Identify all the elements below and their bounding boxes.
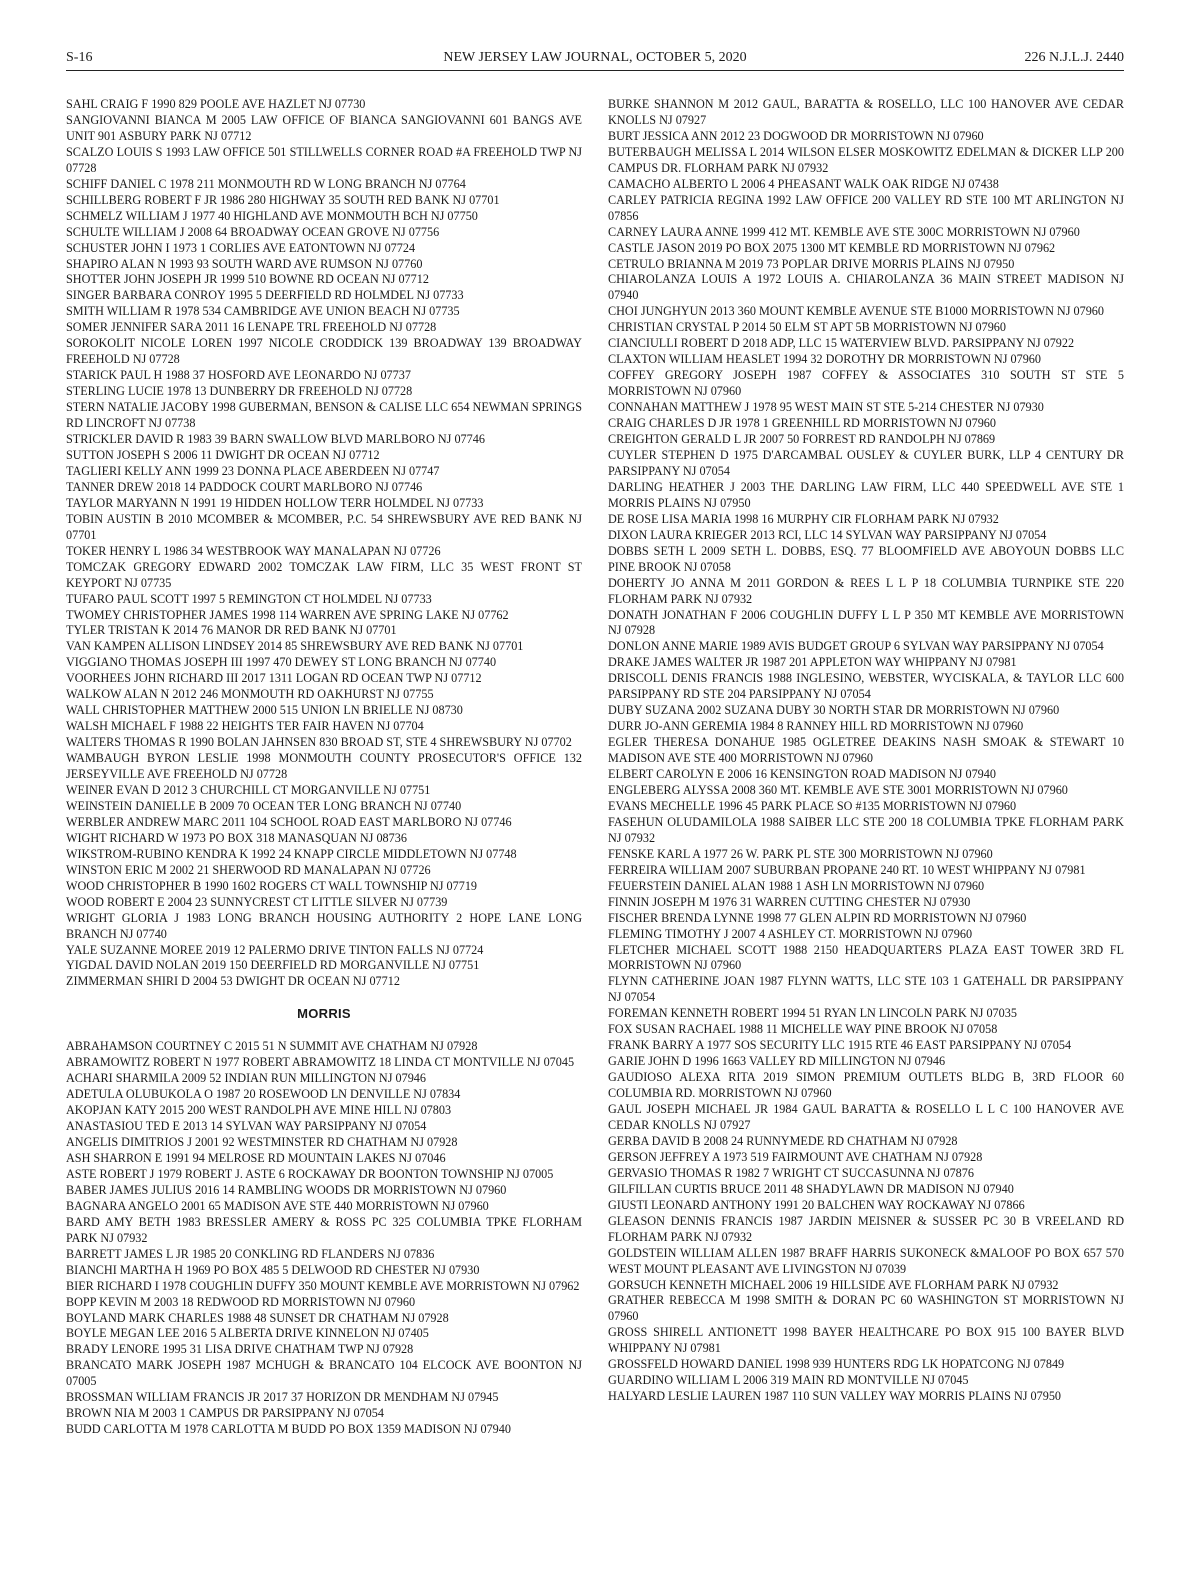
attorney-entry: BIER RICHARD I 1978 COUGHLIN DUFFY 350 MOUNT KEMBLE AVE MORRISTOWN NJ 07962 (66, 1278, 580, 1293)
attorney-entry: CIANCIULLI ROBERT D 2018 ADP, LLC 15 WATERVIEW BLVD. PARSIPPANY NJ 07922 (608, 336, 1075, 351)
attorney-entry: FASEHUN OLUDAMILOLA 1988 SAIBER LLC STE 200 18 COLUMBIA TPKE FLORHAM PARK NJ 07932 (608, 814, 1124, 845)
attorney-entry: CASTLE JASON 2019 PO BOX 2075 1300 MT KEMBLE RD MORRISTOWN NJ 07962 (608, 240, 1056, 255)
attorney-entry: CHIAROLANZA LOUIS A 1972 LOUIS A. CHIAROLANZA 36 MAIN STREET MADISON NJ 07940 (608, 272, 1124, 303)
attorney-entry: BOYLE MEGAN LEE 2016 5 ALBERTA DRIVE KINNELON NJ 07405 (66, 1326, 429, 1341)
attorney-entry: CARNEY LAURA ANNE 1999 412 MT. KEMBLE AVE STE 300C MORRISTOWN NJ 07960 (608, 224, 1080, 239)
attorney-entry: SHAPIRO ALAN N 1993 93 SOUTH WARD AVE RUMSON NJ 07760 (66, 256, 423, 271)
attorney-entry: FOREMAN KENNETH ROBERT 1994 51 RYAN LN LINCOLN PARK NJ 07035 (608, 1006, 1017, 1021)
attorney-entry: TANNER DREW 2018 14 PADDOCK COURT MARLBORO NJ 07746 (66, 479, 423, 494)
attorney-entry: SUTTON JOSEPH S 2006 11 DWIGHT DR OCEAN NJ 07712 (66, 447, 380, 462)
attorney-entry: BROSSMAN WILLIAM FRANCIS JR 2017 37 HORIZON DR MENDHAM NJ 07945 (66, 1390, 499, 1405)
attorney-entry: SMITH WILLIAM R 1978 534 CAMBRIDGE AVE UNION BEACH NJ 07735 (66, 304, 460, 319)
attorney-entry: GIUSTI LEONARD ANTHONY 1991 20 BALCHEN WAY ROCKAWAY NJ 07866 (608, 1197, 1025, 1212)
attorney-entry: TAYLOR MARYANN N 1991 19 HIDDEN HOLLOW TERR HOLMDEL NJ 07733 (66, 495, 484, 510)
attorney-entry: FLYNN CATHERINE JOAN 1987 FLYNN WATTS, LLC STE 103 1 GATEHALL DR PARSIPPANY NJ 07054 (608, 974, 1124, 1005)
attorney-entry: BUDD CARLOTTA M 1978 CARLOTTA M BUDD PO BOX 1359 MADISON NJ 07940 (66, 1422, 511, 1437)
attorney-entry: ANGELIS DIMITRIOS J 2001 92 WESTMINSTER RD CHATHAM NJ 07928 (66, 1135, 458, 1150)
attorney-entry: SANGIOVANNI BIANCA M 2005 LAW OFFICE OF BIANCA SANGIOVANNI 601 BANGS AVE UNIT 901 ASBURY PARK NJ 07712 (66, 112, 582, 143)
attorney-entry: ZIMMERMAN SHIRI D 2004 53 DWIGHT DR OCEAN NJ 07712 (66, 974, 400, 989)
attorney-entry: WALTERS THOMAS R 1990 BOLAN JAHNSEN 830 BROAD ST, STE 4 SHREWSBURY NJ 07702 (66, 735, 572, 750)
attorney-entry: WIKSTROM-RUBINO KENDRA K 1992 24 KNAPP CIRCLE MIDDLETOWN NJ 07748 (66, 846, 517, 861)
attorney-entry: CRAIG CHARLES D JR 1978 1 GREENHILL RD MORRISTOWN NJ 07960 (608, 416, 996, 431)
attorney-entry: TUFARO PAUL SCOTT 1997 5 REMINGTON CT HOLMDEL NJ 07733 (66, 591, 432, 606)
attorney-entry: DOBBS SETH L 2009 SETH L. DOBBS, ESQ. 77 BLOOMFIELD AVE ABOYOUN DOBBS LLC PINE BROOK NJ 07058 (608, 543, 1124, 574)
attorney-entry: ELBERT CAROLYN E 2006 16 KENSINGTON ROAD MADISON NJ 07940 (608, 767, 996, 782)
attorney-entry: GUARDINO WILLIAM L 2006 319 MAIN RD MONTVILLE NJ 07045 (608, 1373, 969, 1388)
attorney-entry: BAGNARA ANGELO 2001 65 MADISON AVE STE 440 MORRISTOWN NJ 07960 (66, 1198, 489, 1213)
attorney-entry: ANASTASIOU TED E 2013 14 SYLVAN WAY PARSIPPANY NJ 07054 (66, 1119, 427, 1134)
attorney-entry: BURT JESSICA ANN 2012 23 DOGWOOD DR MORRISTOWN NJ 07960 (608, 128, 984, 143)
attorney-entry: FLETCHER MICHAEL SCOTT 1988 2150 HEADQUARTERS PLAZA EAST TOWER 3RD FL MORRISTOWN NJ 07960 (608, 942, 1124, 973)
attorney-entry: WEINSTEIN DANIELLE B 2009 70 OCEAN TER LONG BRANCH NJ 07740 (66, 798, 462, 813)
attorney-entry: BOPP KEVIN M 2003 18 REDWOOD RD MORRISTOWN NJ 07960 (66, 1294, 416, 1309)
attorney-entry: WERBLER ANDREW MARC 2011 104 SCHOOL ROAD EAST MARLBORO NJ 07746 (66, 814, 512, 829)
attorney-entry: TWOMEY CHRISTOPHER JAMES 1998 114 WARREN AVE SPRING LAKE NJ 07762 (66, 607, 509, 622)
attorney-entry: FERREIRA WILLIAM 2007 SUBURBAN PROPANE 240 RT. 10 WEST WHIPPANY NJ 07981 (608, 862, 1086, 877)
attorney-entry: STERN NATALIE JACOBY 1998 GUBERMAN, BENSON & CALISE LLC 654 NEWMAN SPRINGS RD LINCROFT NJ 07738 (66, 400, 582, 431)
attorney-entry: SCHUSTER JOHN I 1973 1 CORLIES AVE EATONTOWN NJ 07724 (66, 240, 416, 255)
attorney-entry: GROSS SHIRELL ANTIONETT 1998 BAYER HEALTHCARE PO BOX 915 100 BAYER BLVD WHIPPANY NJ 07981 (608, 1325, 1124, 1356)
attorney-entry: FRANK BARRY A 1977 SOS SECURITY LLC 1915 RTE 46 EAST PARSIPPANY NJ 07054 (608, 1038, 1072, 1053)
attorney-entry: VAN KAMPEN ALLISON LINDSEY 2014 85 SHREWSBURY AVE RED BANK NJ 07701 (66, 639, 524, 654)
attorney-entry: YALE SUZANNE MOREE 2019 12 PALERMO DRIVE TINTON FALLS NJ 07724 (66, 942, 484, 957)
attorney-entry: SINGER BARBARA CONROY 1995 5 DEERFIELD RD HOLMDEL NJ 07733 (66, 288, 464, 303)
attorney-entry: FENSKE KARL A 1977 26 W. PARK PL STE 300 MORRISTOWN NJ 07960 (608, 846, 993, 861)
attorney-entry: BURKE SHANNON M 2012 GAUL, BARATTA & ROSELLO, LLC 100 HANOVER AVE CEDAR KNOLLS NJ 07927 (608, 97, 1124, 127)
attorney-entry: ASTE ROBERT J 1979 ROBERT J. ASTE 6 ROCKAWAY DR BOONTON TOWNSHIP NJ 07005 (66, 1166, 554, 1181)
attorney-entry: WOOD CHRISTOPHER B 1990 1602 ROGERS CT WALL TOWNSHIP NJ 07719 (66, 878, 478, 893)
attorney-entry: DRAKE JAMES WALTER JR 1987 201 APPLETON WAY WHIPPANY NJ 07981 (608, 655, 1017, 670)
attorney-entry: BRADY LENORE 1995 31 LISA DRIVE CHATHAM TWP NJ 07928 (66, 1342, 414, 1357)
attorney-entry: BRANCATO MARK JOSEPH 1987 MCHUGH & BRANCATO 104 ELCOCK AVE BOONTON NJ 07005 (66, 1358, 582, 1389)
journal-title: NEW JERSEY LAW JOURNAL, OCTOBER 5, 2020 (443, 50, 747, 65)
right-column (608, 97, 1124, 1405)
page-number: S-16 (66, 50, 93, 65)
attorney-entry: FEUERSTEIN DANIEL ALAN 1988 1 ASH LN MORRISTOWN NJ 07960 (608, 878, 985, 893)
attorney-entry: SCHULTE WILLIAM J 2008 64 BROADWAY OCEAN GROVE NJ 07756 (66, 224, 440, 239)
county-heading: MORRIS (297, 1006, 351, 1022)
citation: 226 N.J.L.J. 2440 (1024, 50, 1124, 65)
attorney-entry: FOX SUSAN RACHAEL 1988 11 MICHELLE WAY PINE BROOK NJ 07058 (608, 1022, 998, 1037)
attorney-entry: DARLING HEATHER J 2003 THE DARLING LAW FIRM, LLC 440 SPEEDWELL AVE STE 1 MORRIS PLAINS NJ 07950 (608, 479, 1124, 510)
morris-entries-continued (608, 97, 1124, 1405)
attorney-entry: WIGHT RICHARD W 1973 PO BOX 318 MANASQUAN NJ 08736 (66, 830, 407, 845)
attorney-entry: ABRAMOWITZ ROBERT N 1977 ROBERT ABRAMOWITZ 18 LINDA CT MONTVILLE NJ 07045 (66, 1055, 575, 1070)
attorney-entry: WALSH MICHAEL F 1988 22 HEIGHTS TER FAIR HAVEN NJ 07704 (66, 719, 424, 734)
page-header (66, 50, 1124, 71)
attorney-entry: GORSUCH KENNETH MICHAEL 2006 19 HILLSIDE AVE FLORHAM PARK NJ 07932 (608, 1277, 1059, 1292)
attorney-entry: EVANS MECHELLE 1996 45 PARK PLACE SO #135 MORRISTOWN NJ 07960 (608, 798, 1017, 813)
attorney-entry: CARLEY PATRICIA REGINA 1992 LAW OFFICE 200 VALLEY RD STE 100 MT ARLINGTON NJ 07856 (608, 192, 1124, 223)
attorney-entry: FISCHER BRENDA LYNNE 1998 77 GLEN ALPIN RD MORRISTOWN NJ 07960 (608, 910, 1027, 925)
attorney-entry: SCHIFF DANIEL C 1978 211 MONMOUTH RD W LONG BRANCH NJ 07764 (66, 176, 466, 191)
attorney-entry: AKOPJAN KATY 2015 200 WEST RANDOLPH AVE MINE HILL NJ 07803 (66, 1103, 452, 1118)
attorney-entry: SCHMELZ WILLIAM J 1977 40 HIGHLAND AVE MONMOUTH BCH NJ 07750 (66, 208, 478, 223)
attorney-entry: CUYLER STEPHEN D 1975 D'ARCAMBAL OUSLEY & CUYLER BURK, LLP 4 CENTURY DR PARSIPPANY NJ 07054 (608, 447, 1124, 478)
attorney-entry: GLEASON DENNIS FRANCIS 1987 JARDIN MEISNER & SUSSER PC 30 B VREELAND RD FLORHAM PARK NJ 07932 (608, 1213, 1124, 1244)
attorney-entry: WINSTON ERIC M 2002 21 SHERWOOD RD MANALAPAN NJ 07726 (66, 862, 431, 877)
attorney-entry: BABER JAMES JULIUS 2016 14 RAMBLING WOODS DR MORRISTOWN NJ 07960 (66, 1182, 507, 1197)
attorney-entry: DIXON LAURA KRIEGER 2013 RCI, LLC 14 SYLVAN WAY PARSIPPANY NJ 07054 (608, 527, 1047, 542)
attorney-entry: WOOD ROBERT E 2004 23 SUNNYCREST CT LITTLE SILVER NJ 07739 (66, 894, 448, 909)
attorney-entry: GERSON JEFFREY A 1973 519 FAIRMOUNT AVE CHATHAM NJ 07928 (608, 1149, 983, 1164)
attorney-entry: BUTERBAUGH MELISSA L 2014 WILSON ELSER MOSKOWITZ EDELMAN & DICKER LLP 200 CAMPUS DR. FLORHAM PARK NJ 07932 (608, 144, 1124, 175)
attorney-entry: GAUL JOSEPH MICHAEL JR 1984 GAUL BARATTA & ROSELLO L L C 100 HANOVER AVE CEDAR KNOLLS NJ 07927 (608, 1102, 1124, 1132)
attorney-entry: CLAXTON WILLIAM HEASLET 1994 32 DOROTHY DR MORRISTOWN NJ 07960 (608, 352, 1041, 367)
attorney-entry: GOLDSTEIN WILLIAM ALLEN 1987 BRAFF HARRIS SUKONECK &MALOOF PO BOX 657 570 WEST MOUNT PLEASANT AVE LIVINGSTON NJ 07039 (608, 1245, 1124, 1276)
attorney-entry: CREIGHTON GERALD L JR 2007 50 FORREST RD RANDOLPH NJ 07869 (608, 432, 996, 447)
attorney-entry: SAHL CRAIG F 1990 829 POOLE AVE HAZLET NJ 07730 (66, 97, 366, 111)
attorney-entry: BROWN NIA M 2003 1 CAMPUS DR PARSIPPANY NJ 07054 (66, 1406, 384, 1421)
attorney-entry: GRATHER REBECCA M 1998 SMITH & DORAN PC 60 WASHINGTON ST MORRISTOWN NJ 07960 (608, 1293, 1124, 1324)
attorney-entry: BARD AMY BETH 1983 BRESSLER AMERY & ROSS PC 325 COLUMBIA TPKE FLORHAM PARK NJ 07932 (66, 1214, 582, 1245)
attorney-entry: CHOI JUNGHYUN 2013 360 MOUNT KEMBLE AVENUE STE B1000 MORRISTOWN NJ 07960 (608, 304, 1104, 319)
attorney-entry: GERBA DAVID B 2008 24 RUNNYMEDE RD CHATHAM NJ 07928 (608, 1133, 958, 1148)
attorney-entry: VOORHEES JOHN RICHARD III 2017 1311 LOGAN RD OCEAN TWP NJ 07712 (66, 671, 482, 686)
attorney-entry: TOKER HENRY L 1986 34 WESTBROOK WAY MANALAPAN NJ 07726 (66, 543, 441, 558)
morris-entries (66, 1039, 582, 1438)
attorney-entry: DURR JO-ANN GEREMIA 1984 8 RANNEY HILL RD MORRISTOWN NJ 07960 (608, 719, 1024, 734)
attorney-entry: COFFEY GREGORY JOSEPH 1987 COFFEY & ASSOCIATES 310 SOUTH ST STE 5 MORRISTOWN NJ 07960 (608, 368, 1124, 399)
attorney-entry: WEINER EVAN D 2012 3 CHURCHILL CT MORGANVILLE NJ 07751 (66, 782, 431, 797)
attorney-entry: CHRISTIAN CRYSTAL P 2014 50 ELM ST APT 5B MORRISTOWN NJ 07960 (608, 320, 1006, 335)
attorney-entry: BARRETT JAMES L JR 1985 20 CONKLING RD FLANDERS NJ 07836 (66, 1246, 435, 1261)
attorney-entry: CETRULO BRIANNA M 2019 73 POPLAR DRIVE MORRIS PLAINS NJ 07950 (608, 256, 1015, 271)
left-column (66, 97, 582, 1438)
attorney-entry: GROSSFELD HOWARD DANIEL 1998 939 HUNTERS RDG LK HOPATCONG NJ 07849 (608, 1357, 1065, 1372)
attorney-entry: DONATH JONATHAN F 2006 COUGHLIN DUFFY L L P 350 MT KEMBLE AVE MORRISTOWN NJ 07928 (608, 607, 1124, 638)
attorney-entry: FINNIN JOSEPH M 1976 31 WARREN CUTTING CHESTER NJ 07930 (608, 894, 971, 909)
attorney-entry: STRICKLER DAVID R 1983 39 BARN SWALLOW BLVD MARLBORO NJ 07746 (66, 432, 485, 447)
attorney-entry: DRISCOLL DENIS FRANCIS 1988 INGLESINO, WEBSTER, WYCISKALA, & TAYLOR LLC 600 PARSIPPANY RD STE 204 PARSIPPANY NJ 07054 (608, 671, 1124, 702)
attorney-entry: WALL CHRISTOPHER MATTHEW 2000 515 UNION LN BRIELLE NJ 08730 (66, 703, 463, 718)
attorney-entry: SCALZO LOUIS S 1993 LAW OFFICE 501 STILLWELLS CORNER ROAD #A FREEHOLD TWP NJ 07728 (66, 144, 582, 175)
attorney-entry: STERLING LUCIE 1978 13 DUNBERRY DR FREEHOLD NJ 07728 (66, 384, 413, 399)
attorney-entry: BOYLAND MARK CHARLES 1988 48 SUNSET DR CHATHAM NJ 07928 (66, 1310, 449, 1325)
attorney-entry: EGLER THERESA DONAHUE 1985 OGLETREE DEAKINS NASH SMOAK & STEWART 10 MADISON AVE STE 400 MORRISTOWN NJ 07960 (608, 735, 1124, 766)
attorney-entry: TOMCZAK GREGORY EDWARD 2002 TOMCZAK LAW FIRM, LLC 35 WEST FRONT ST KEYPORT NJ 07735 (66, 559, 582, 590)
attorney-entry: WAMBAUGH BYRON LESLIE 1998 MONMOUTH COUNTY PROSECUTOR'S OFFICE 132 JERSEYVILLE AVE FREEHOLD NJ 07728 (66, 751, 582, 782)
attorney-entry: SHOTTER JOHN JOSEPH JR 1999 510 BOWNE RD OCEAN NJ 07712 (66, 272, 429, 287)
attorney-entry: ADETULA OLUBUKOLA O 1987 20 ROSEWOOD LN DENVILLE NJ 07834 (66, 1087, 461, 1102)
attorney-entry: GARIE JOHN D 1996 1663 VALLEY RD MILLINGTON NJ 07946 (608, 1054, 946, 1069)
attorney-entry: TAGLIERI KELLY ANN 1999 23 DONNA PLACE ABERDEEN NJ 07747 (66, 463, 440, 478)
attorney-entry: SOMER JENNIFER SARA 2011 16 LENAPE TRL FREEHOLD NJ 07728 (66, 320, 437, 335)
attorney-entry: HALYARD LESLIE LAUREN 1987 110 SUN VALLEY WAY MORRIS PLAINS NJ 07950 (608, 1389, 1062, 1404)
attorney-entry: GERVASIO THOMAS R 1982 7 WRIGHT CT SUCCASUNNA NJ 07876 (608, 1165, 974, 1180)
attorney-entry: SOROKOLIT NICOLE LOREN 1997 NICOLE CRODDICK 139 BROADWAY 139 BROADWAY FREEHOLD NJ 07728 (66, 336, 582, 367)
attorney-entry: TOBIN AUSTIN B 2010 MCOMBER & MCOMBER, P.C. 54 SHREWSBURY AVE RED BANK NJ 07701 (66, 511, 582, 542)
attorney-entry: DUBY SUZANA 2002 SUZANA DUBY 30 NORTH STAR DR MORRISTOWN NJ 07960 (608, 703, 1060, 718)
attorney-entry: WRIGHT GLORIA J 1983 LONG BRANCH HOUSING AUTHORITY 2 HOPE LANE LONG BRANCH NJ 07740 (66, 910, 582, 941)
attorney-entry: WALKOW ALAN N 2012 246 MONMOUTH RD OAKHURST NJ 07755 (66, 687, 434, 702)
attorney-entry: STARICK PAUL H 1988 37 HOSFORD AVE LEONARDO NJ 07737 (66, 368, 411, 383)
attorney-entry: DOHERTY JO ANNA M 2011 GORDON & REES L L P 18 COLUMBIA TURNPIKE STE 220 FLORHAM PARK NJ 07932 (608, 575, 1124, 606)
monmouth-entries (66, 97, 582, 990)
attorney-entry: FLEMING TIMOTHY J 2007 4 ASHLEY CT. MORRISTOWN NJ 07960 (608, 926, 973, 941)
attorney-entry: DE ROSE LISA MARIA 1998 16 MURPHY CIR FLORHAM PARK NJ 07932 (608, 511, 999, 526)
attorney-entry: GILFILLAN CURTIS BRUCE 2011 48 SHADYLAWN DR MADISON NJ 07940 (608, 1181, 1014, 1196)
attorney-entry: ABRAHAMSON COURTNEY C 2015 51 N SUMMIT AVE CHATHAM NJ 07928 (66, 1039, 478, 1054)
attorney-entry: ENGLEBERG ALYSSA 2008 360 MT. KEMBLE AVE STE 3001 MORRISTOWN NJ 07960 (608, 782, 1068, 797)
attorney-entry: ACHARI SHARMILA 2009 52 INDIAN RUN MILLINGTON NJ 07946 (66, 1071, 426, 1086)
attorney-entry: CAMACHO ALBERTO L 2006 4 PHEASANT WALK OAK RIDGE NJ 07438 (608, 176, 999, 191)
attorney-entry: CONNAHAN MATTHEW J 1978 95 WEST MAIN ST STE 5-214 CHESTER NJ 07930 (608, 400, 1044, 415)
attorney-entry: GAUDIOSO ALEXA RITA 2019 SIMON PREMIUM OUTLETS BLDG B, 3RD FLOOR 60 COLUMBIA RD. MORRISTOWN NJ 07960 (608, 1070, 1124, 1101)
attorney-entry: VIGGIANO THOMAS JOSEPH III 1997 470 DEWEY ST LONG BRANCH NJ 07740 (66, 655, 497, 670)
attorney-entry: DONLON ANNE MARIE 1989 AVIS BUDGET GROUP 6 SYLVAN WAY PARSIPPANY NJ 07054 (608, 639, 1104, 654)
attorney-entry: ASH SHARRON E 1991 94 MELROSE RD MOUNTAIN LAKES NJ 07046 (66, 1151, 446, 1165)
attorney-entry: YIGDAL DAVID NOLAN 2019 150 DEERFIELD RD MORGANVILLE NJ 07751 (66, 958, 480, 973)
attorney-entry: TYLER TRISTAN K 2014 76 MANOR DR RED BANK NJ 07701 (66, 623, 397, 638)
attorney-entry: BIANCHI MARTHA H 1969 PO BOX 485 5 DELWOOD RD CHESTER NJ 07930 (66, 1262, 480, 1277)
attorney-entry: SCHILLBERG ROBERT F JR 1986 280 HIGHWAY 35 SOUTH RED BANK NJ 07701 (66, 192, 500, 207)
